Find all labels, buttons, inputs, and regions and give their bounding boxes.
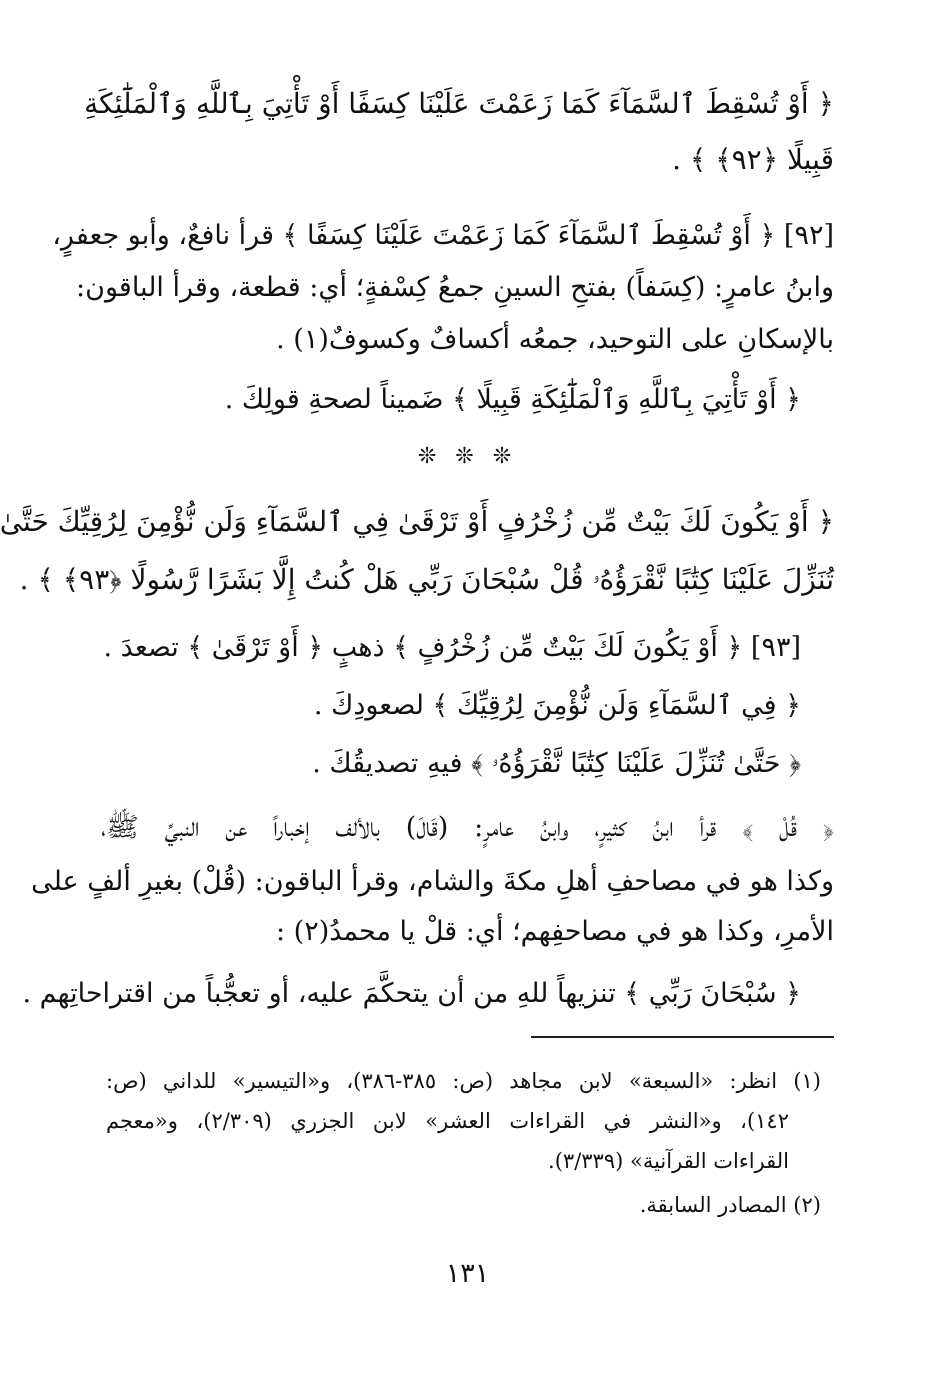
footnote-2: (٢) المصادر السابقة. — [639, 1193, 821, 1217]
commentary-93-line-7: ﴿ سُبْحَانَ رَبِّي ﴾ تنزيهاً للهِ من أن يتحكَّمَ عليه، أو تعجُّباً من اقتراحاتِهم . — [22, 978, 801, 1009]
verse-92-line-1: ﴿ أَوْ تُسْقِطَ ٱلسَّمَآءَ كَمَا زَعَمْتَ عَلَيْنَا كِسَفًا أَوْ تَأْتِيَ بِٱللَّهِ وَٱلْمَلَٰٓئِكَةِ — [84, 87, 834, 120]
commentary-93-line-3: ﴿ حَتَّىٰ تُنَزِّلَ عَلَيْنَا كِتَٰبًا نَّقْرَؤُهُۥ ﴾ فيهِ تصديقُكَ . — [312, 748, 801, 779]
commentary-92-line-1: [٩٢] ﴿ أَوْ تُسْقِطَ ٱلسَّمَآءَ كَمَا زَعَمْتَ عَلَيْنَا كِسَفًا ﴾ قرأ نافعٌ، وأبو جعفرٍ، — [52, 220, 834, 251]
footnote-divider — [531, 1036, 834, 1038]
commentary-92-line-3: بالإسكانِ على التوحيد، جمعُه أكسافٌ وكسوفٌ(١) . — [276, 324, 834, 355]
footnote-1-line-1: (١) انظر: «السبعة» لابن مجاهد (ص: ٣٨٥-٣٨٦)، و«التيسير» للداني (ص: — [106, 1069, 821, 1093]
commentary-93-line-4: ﴿ قُلْ ﴾ قرأ ابنُ كثيرٍ، وابنُ عامرٍ: (قَالَ) بالألف إخباراً عن النبيِّ ﷺ، — [101, 812, 834, 843]
footnote-1-line-2: ١٤٢)، و«النشر في القراءات العشر» لابن الجزري (٢/٣٠٩)، و«معجم — [106, 1109, 789, 1133]
footnote-1-line-3: القراءات القرآنية» (٣/٣٣٩). — [548, 1149, 789, 1173]
commentary-92-line-4: ﴿ أَوْ تَأْتِيَ بِٱللَّهِ وَٱلْمَلَٰٓئِكَةِ قَبِيلًا ﴾ ضَميناً لصحةِ قولِكَ . — [224, 384, 801, 415]
verse-92-line-2: قَبِيلًا ﴿٩٢﴾ ﴾ . — [672, 143, 834, 176]
commentary-92-line-2: وابنُ عامرٍ: (كِسَفاً) بفتحِ السينِ جمعُ كِسْفةٍ؛ أي: قطعة، وقرأ الباقون: — [76, 272, 834, 303]
page-number: ١٣١ — [445, 1258, 490, 1289]
verse-93-line-1: ﴿ أَوْ يَكُونَ لَكَ بَيْتٌ مِّن زُخْرُفٍ أَوْ تَرْقَىٰ فِي ٱلسَّمَآءِ وَلَن نُّؤْمِنَ لِرُقِيِّكَ حَتَّىٰ — [0, 505, 834, 538]
commentary-93-line-1: [٩٣] ﴿ أَوْ يَكُونَ لَكَ بَيْتٌ مِّن زُخْرُفٍ ﴾ ذهبٍ ﴿ أَوْ تَرْقَىٰ ﴾ تصعدَ . — [103, 632, 801, 663]
section-separator: ❊ ❊ ❊ — [417, 444, 518, 469]
commentary-93-line-2: ﴿ فِي ٱلسَّمَآءِ وَلَن نُّؤْمِنَ لِرُقِيِّكَ ﴾ لصعودِكَ . — [313, 690, 801, 721]
commentary-93-line-5: وكذا هو في مصاحفِ أهلِ مكةَ والشام، وقرأ الباقون: (قُلْ) بغيرِ ألفٍ على — [31, 866, 834, 897]
verse-93-line-2: تُنَزِّلَ عَلَيْنَا كِتَٰبًا نَّقْرَؤُهُۥ قُلْ سُبْحَانَ رَبِّي هَلْ كُنتُ إِلَّا بَشَرًا رَّسُولًا ﴿٩٣﴾ ﴾ . — [19, 563, 834, 596]
commentary-93-line-6: الأمرِ، وكذا هو في مصاحفِهم؛ أي: قلْ يا محمدُ(٢) : — [275, 916, 834, 947]
